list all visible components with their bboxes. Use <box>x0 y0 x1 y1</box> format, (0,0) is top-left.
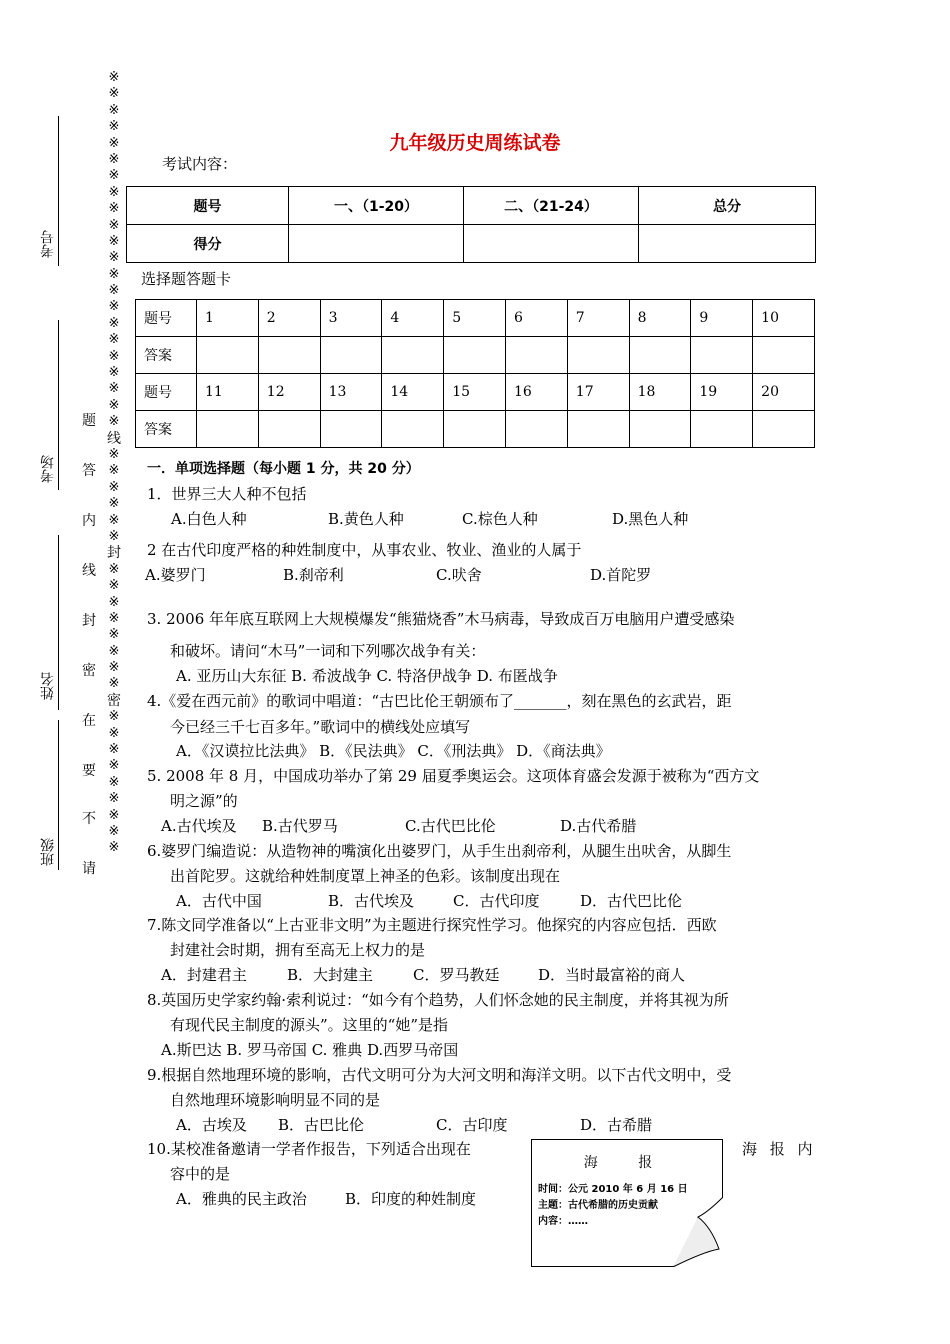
card-question-number: 17 <box>567 374 629 411</box>
answer-option: B.古代罗马 <box>262 817 338 835</box>
card-question-number: 20 <box>753 374 815 411</box>
answer-option: A．古埃及 <box>176 1116 247 1134</box>
class-label: 班级 <box>40 838 56 866</box>
answer-option: C．罗马教廷 <box>413 966 500 984</box>
star-icon: ※ <box>108 70 120 85</box>
score-header: 总分 <box>639 187 816 225</box>
star-icon: ※ <box>108 102 120 118</box>
star-icon: ※ <box>108 610 120 626</box>
warning-char: 封 <box>82 613 96 629</box>
card-answer-cell[interactable] <box>753 411 815 448</box>
answer-option: A.白色人种 <box>171 510 247 528</box>
card-answer-cell[interactable] <box>444 337 506 374</box>
card-answer-cell[interactable] <box>197 411 259 448</box>
card-question-number: 3 <box>320 300 382 337</box>
answer-option: C．古印度 <box>436 1116 508 1134</box>
star-icon: ※ <box>108 807 120 823</box>
exam-room-label: 考场 <box>40 455 56 483</box>
star-icon: ※ <box>108 119 120 135</box>
card-question-number: 14 <box>382 374 444 411</box>
star-icon: ※ <box>108 446 120 462</box>
star-icon: ※ <box>108 348 120 364</box>
card-answer-cell[interactable] <box>567 411 629 448</box>
star-icon: ※ <box>108 742 120 758</box>
card-question-number: 15 <box>444 374 506 411</box>
score-table <box>126 186 816 263</box>
score-cell[interactable] <box>464 225 639 263</box>
answer-option: B．大封建主 <box>287 966 374 984</box>
star-icon: ※ <box>108 774 120 790</box>
score-cell[interactable] <box>639 225 816 263</box>
star-icon: ※ <box>108 201 120 217</box>
warning-char: 在 <box>82 713 96 729</box>
card-question-number: 4 <box>382 300 444 337</box>
star-icon: ※ <box>108 709 120 725</box>
answer-option: B.黄色人种 <box>328 510 404 528</box>
star-icon: ※ <box>108 397 120 413</box>
seal-word: 密 <box>107 692 121 709</box>
star-icon: ※ <box>108 463 120 479</box>
star-icon: ※ <box>108 233 120 249</box>
question-text: 自然地理环境影响明显不同的是 <box>170 1091 381 1109</box>
answer-option: D.古代希腊 <box>560 817 637 835</box>
card-answer-cell[interactable] <box>567 337 629 374</box>
answer-option: C.古代巴比伦 <box>405 817 496 835</box>
poster-curl-icon <box>653 1197 723 1267</box>
star-icon: ※ <box>108 725 120 741</box>
warning-char: 密 <box>82 663 96 679</box>
answer-option: D.黑色人种 <box>612 510 689 528</box>
card-question-number: 11 <box>197 374 259 411</box>
answer-option: D．当时最富裕的商人 <box>538 966 686 984</box>
answer-option: D．古代巴比伦 <box>580 892 683 910</box>
answer-option: A．雅典的民主政治 <box>176 1190 307 1208</box>
warning-char: 不 <box>82 811 96 827</box>
star-icon: ※ <box>108 512 120 528</box>
answer-option: C．古代印度 <box>453 892 540 910</box>
warning-char: 内 <box>82 513 96 529</box>
star-icon: ※ <box>108 266 120 282</box>
star-icon: ※ <box>108 791 120 807</box>
card-answer-cell[interactable] <box>505 337 567 374</box>
page-title: 九年级历史周练试卷 <box>389 132 561 154</box>
star-icon: ※ <box>108 365 120 381</box>
star-icon: ※ <box>108 315 120 331</box>
card-question-number: 7 <box>567 300 629 337</box>
answer-card-table <box>135 299 815 448</box>
card-answer-cell[interactable] <box>629 337 691 374</box>
star-icon: ※ <box>108 496 120 512</box>
card-question-number: 5 <box>444 300 506 337</box>
answer-option: C.棕色人种 <box>462 510 538 528</box>
card-row-label: 题号 <box>136 300 197 337</box>
star-icon: ※ <box>108 283 120 299</box>
card-question-number: 9 <box>691 300 753 337</box>
answer-option: D.首陀罗 <box>590 566 652 584</box>
question-text: 海 报 内 <box>742 1140 817 1158</box>
star-icon: ※ <box>108 758 120 774</box>
card-question-number: 8 <box>629 300 691 337</box>
answer-option: A.婆罗门 <box>145 566 206 584</box>
star-icon: ※ <box>108 250 120 266</box>
star-icon: ※ <box>108 414 120 430</box>
answer-option: B．古巴比伦 <box>278 1116 365 1134</box>
question-text: 4.《爱在西元前》的歌词中唱道：“古巴比伦王朝颁布了_______，刻在黑色的玄武岩，距 <box>147 692 732 710</box>
star-icon: ※ <box>108 184 120 200</box>
exam-room-underline <box>58 320 59 490</box>
question-text: 7.陈文同学准备以“上古亚非文明”为主题进行探究性学习。他探究的内容应包括．西欧 <box>147 916 717 934</box>
star-icon: ※ <box>108 660 120 676</box>
question-text: 1．世界三大人种不包括 <box>147 485 307 503</box>
star-icon: ※ <box>108 676 120 692</box>
card-answer-cell[interactable] <box>258 411 320 448</box>
warning-char: 答 <box>82 463 96 479</box>
answer-option: A. 亚历山大东征 B. 希波战争 C. 特洛伊战争 D. 布匿战争 <box>176 667 558 685</box>
question-text: 有现代民主制度的源头”。这里的“她”是指 <box>170 1016 449 1034</box>
score-row-label: 得分 <box>127 225 289 263</box>
card-row-label: 答案 <box>136 411 197 448</box>
question-text: 和破坏。请问“木马”一词和下列哪次战争有关： <box>170 642 486 660</box>
star-icon: ※ <box>108 528 120 544</box>
card-answer-cell[interactable] <box>629 411 691 448</box>
answer-option: B.刹帝利 <box>283 566 344 584</box>
card-answer-cell[interactable] <box>505 411 567 448</box>
card-answer-cell[interactable] <box>258 337 320 374</box>
warning-char: 请 <box>82 861 96 877</box>
answer-option: A.斯巴达 B. 罗马帝国 C. 雅典 D.西罗马帝国 <box>161 1041 459 1059</box>
seal-word: 线 <box>107 430 121 447</box>
question-text: 今已经三千七百多年。”歌词中的横线处应填写 <box>170 718 471 736</box>
answer-option: C.吠舍 <box>436 566 482 584</box>
question-text: 8.英国历史学家约翰·索利说过：“如今有个趋势，人们怀念她的民主制度，并将其视为所 <box>147 991 729 1009</box>
star-icon: ※ <box>108 561 120 577</box>
star-icon: ※ <box>108 578 120 594</box>
card-question-number: 18 <box>629 374 691 411</box>
poster-image <box>531 1139 723 1267</box>
star-icon: ※ <box>108 381 120 397</box>
card-row-label: 题号 <box>136 374 197 411</box>
card-question-number: 6 <box>505 300 567 337</box>
card-question-number: 10 <box>753 300 815 337</box>
score-header: 二、（21-24） <box>464 187 639 225</box>
answer-option: A.古代埃及 <box>161 817 237 835</box>
question-text: 5. 2008 年 8 月，中国成功举办了第 29 届夏季奥运会。这项体育盛会发源于被称为“西方文 <box>147 767 760 785</box>
question-text: 出首陀罗。这就给种姓制度罩上神圣的色彩。该制度出现在 <box>170 867 561 885</box>
exam-content-label: 考试内容： <box>162 155 238 173</box>
card-question-number: 2 <box>258 300 320 337</box>
card-answer-cell[interactable] <box>753 337 815 374</box>
poster-line: 主题：古代希腊的历史贡献 <box>538 1200 658 1211</box>
question-text: 容中的是 <box>170 1165 231 1183</box>
card-answer-cell[interactable] <box>444 411 506 448</box>
star-icon: ※ <box>108 135 120 151</box>
warning-char: 要 <box>82 763 96 779</box>
poster-heading: 海 报 <box>583 1155 671 1171</box>
card-answer-cell[interactable] <box>382 411 444 448</box>
card-question-number: 16 <box>505 374 567 411</box>
question-text: 2 在古代印度严格的种姓制度中，从事农业、牧业、渔业的人属于 <box>147 541 582 559</box>
score-header: 一、（1-20） <box>289 187 464 225</box>
answer-option: B．印度的种姓制度 <box>345 1190 477 1208</box>
question-text: 9.根据自然地理环境的影响，古代文明可分为大河文明和海洋文明。以下古代文明中，受 <box>147 1066 732 1084</box>
star-icon: ※ <box>108 217 120 233</box>
star-icon: ※ <box>108 823 120 839</box>
card-question-number: 13 <box>320 374 382 411</box>
poster-line: 内容：…… <box>538 1216 588 1227</box>
answer-option: A．古代中国 <box>176 892 262 910</box>
question-text: 6.婆罗门编造说：从造物神的嘴演化出婆罗门，从手生出刹帝利，从腿生出吠舍，从脚生 <box>147 842 732 860</box>
star-icon: ※ <box>108 479 120 495</box>
warning-char: 线 <box>82 563 96 579</box>
answer-option: D．古希腊 <box>580 1116 653 1134</box>
card-answer-cell[interactable] <box>382 337 444 374</box>
poster-line: 时间：公元 2010 年 6 月 16 日 <box>538 1184 688 1195</box>
score-cell[interactable] <box>289 225 464 263</box>
card-answer-cell[interactable] <box>320 411 382 448</box>
star-icon: ※ <box>108 151 120 167</box>
card-answer-cell[interactable] <box>691 411 753 448</box>
star-icon: ※ <box>108 86 120 102</box>
warning-char: 题 <box>82 413 96 429</box>
answer-option: A．封建君主 <box>161 966 247 984</box>
card-answer-cell[interactable] <box>197 337 259 374</box>
question-text: 明之源”的 <box>170 792 238 810</box>
seal-line <box>104 70 124 857</box>
star-icon: ※ <box>108 840 120 856</box>
score-header: 题号 <box>127 187 289 225</box>
star-icon: ※ <box>108 332 120 348</box>
star-icon: ※ <box>108 627 120 643</box>
star-icon: ※ <box>108 643 120 659</box>
answer-card-label: 选择题答题卡 <box>141 270 232 288</box>
card-answer-cell[interactable] <box>691 337 753 374</box>
question-text: 10.某校准备邀请一学者作报告，下列适合出现在 <box>147 1140 471 1158</box>
star-icon: ※ <box>108 594 120 610</box>
answer-option: A．《汉谟拉比法典》 B．《民法典》 C．《刑法典》 D．《商法典》 <box>176 742 611 760</box>
star-icon: ※ <box>108 168 120 184</box>
section-heading: 一．单项选择题（每小题 1 分，共 20 分） <box>147 461 420 477</box>
class-underline <box>58 720 59 870</box>
star-icon: ※ <box>108 299 120 315</box>
card-answer-cell[interactable] <box>320 337 382 374</box>
card-question-number: 19 <box>691 374 753 411</box>
question-text: 3. 2006 年年底互联网上大规模爆发“熊猫烧香”木马病毒，导致成百万电脑用户遭受感染 <box>147 610 735 628</box>
card-question-number: 1 <box>197 300 259 337</box>
card-question-number: 12 <box>258 374 320 411</box>
question-text: 封建社会时期，拥有至高无上权力的是 <box>170 941 426 959</box>
answer-option: B．古代埃及 <box>328 892 415 910</box>
name-label: 姓名 <box>40 672 56 700</box>
exam-no-label: 考号 <box>40 230 56 258</box>
name-underline <box>58 535 59 710</box>
seal-word: 封 <box>107 545 121 562</box>
card-row-label: 答案 <box>136 337 197 374</box>
